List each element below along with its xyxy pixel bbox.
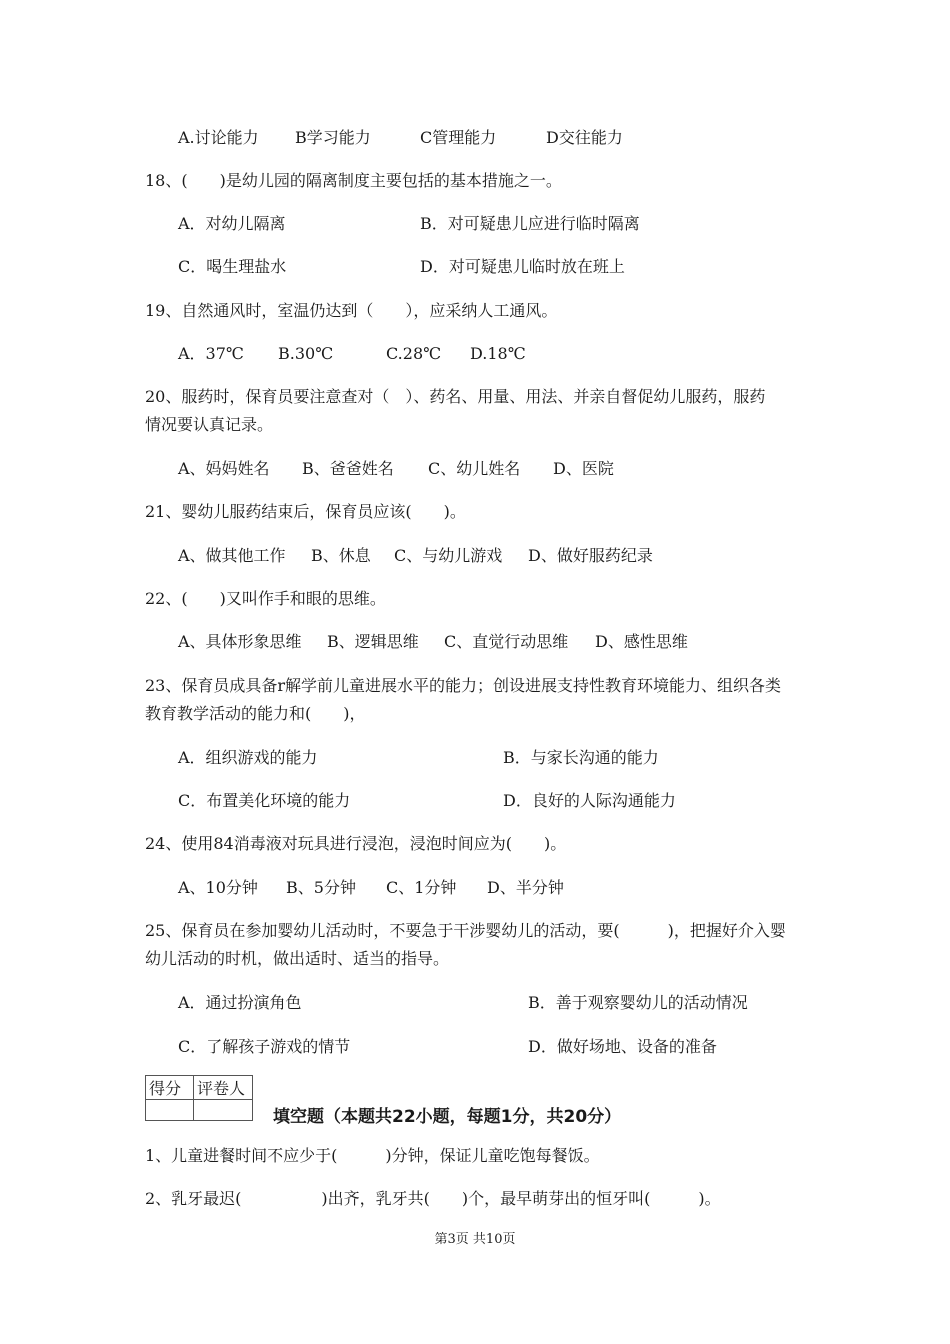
q17-option-d: D交往能力 bbox=[546, 128, 623, 147]
q20-option-d: D、医院 bbox=[553, 459, 614, 478]
score-table bbox=[145, 1075, 253, 1121]
q21-stem: 21、婴幼儿服药结束后，保育员应该( )。 bbox=[145, 502, 466, 521]
q19-option-c: C.28℃ bbox=[386, 344, 442, 363]
q18-option-a: A．对幼儿隔离 bbox=[178, 214, 286, 233]
q25-stem-line1: 25、保育员在参加婴幼儿活动时，不要急于干涉婴幼儿的活动，要( )，把握好介入婴 bbox=[145, 921, 786, 940]
q21-option-a: A、做其他工作 bbox=[178, 546, 286, 565]
q22-option-b: B、逻辑思维 bbox=[327, 632, 419, 651]
fill-q1: 1、儿童进餐时间不应少于( )分钟，保证儿童吃饱每餐饭。 bbox=[145, 1146, 600, 1165]
grader-cell bbox=[194, 1100, 253, 1121]
q25-option-b: B．善于观察婴幼儿的活动情况 bbox=[528, 993, 748, 1012]
q21-option-b: B、休息 bbox=[311, 546, 371, 565]
q22-option-d: D、感性思维 bbox=[595, 632, 688, 651]
score-header: 得分 bbox=[146, 1076, 194, 1100]
q23-option-d: D．良好的人际沟通能力 bbox=[503, 791, 676, 810]
q18-option-c: C．喝生理盐水 bbox=[178, 257, 287, 276]
q18-stem: 18、( )是幼儿园的隔离制度主要包括的基本措施之一。 bbox=[145, 171, 562, 190]
q24-option-b: B、5分钟 bbox=[286, 878, 356, 897]
q19-stem: 19、自然通风时，室温仍达到（ ），应采纳人工通风。 bbox=[145, 301, 558, 320]
q20-option-b: B、爸爸姓名 bbox=[302, 459, 394, 478]
fill-q2: 2、乳牙最迟( )出齐，乳牙共( )个，最早萌芽出的恒牙叫( )。 bbox=[145, 1189, 721, 1208]
q22-stem: 22、( )又叫作手和眼的思维。 bbox=[145, 589, 386, 608]
q23-option-a: A．组织游戏的能力 bbox=[178, 748, 318, 767]
q25-stem-line2: 幼儿活动的时机，做出适时、适当的指导。 bbox=[145, 949, 450, 968]
q19-option-b: B.30℃ bbox=[278, 344, 334, 363]
q23-option-c: C．布置美化环境的能力 bbox=[178, 791, 351, 810]
section-title: 填空题（本题共22小题，每题1分，共20分） bbox=[273, 1107, 622, 1127]
q20-stem-line2: 情况要认真记录。 bbox=[145, 415, 274, 434]
q23-option-b: B．与家长沟通的能力 bbox=[503, 748, 659, 767]
q18-option-b: B．对可疑患儿应进行临时隔离 bbox=[420, 214, 640, 233]
q19-option-a: A．37℃ bbox=[178, 344, 244, 363]
q17-option-b: B学习能力 bbox=[295, 128, 371, 147]
q23-stem-line2: 教育教学活动的能力和( )， bbox=[145, 704, 366, 723]
page-footer: 第3页 共10页 bbox=[434, 1232, 516, 1247]
q25-option-a: A．通过扮演角色 bbox=[178, 993, 302, 1012]
q25-option-c: C．了解孩子游戏的情节 bbox=[178, 1037, 351, 1056]
q24-option-d: D、半分钟 bbox=[487, 878, 564, 897]
q23-stem-line1: 23、保育员成具备r解学前儿童进展水平的能力；创设进展支持性教育环境能力、组织各类 bbox=[145, 676, 782, 695]
q25-option-d: D．做好场地、设备的准备 bbox=[528, 1037, 717, 1056]
q20-stem-line1: 20、服药时，保育员要注意查对（ ）、药名、用量、用法、并亲自督促幼儿服药，服药 bbox=[145, 387, 766, 406]
q20-option-c: C、幼儿姓名 bbox=[428, 459, 521, 478]
score-cell bbox=[146, 1100, 194, 1121]
q21-option-c: C、与幼儿游戏 bbox=[394, 546, 503, 565]
q19-option-d: D.18℃ bbox=[470, 344, 526, 363]
q18-option-d: D．对可疑患儿临时放在班上 bbox=[420, 257, 625, 276]
q22-option-a: A、具体形象思维 bbox=[178, 632, 302, 651]
q21-option-d: D、做好服药纪录 bbox=[528, 546, 653, 565]
q24-option-a: A、10分钟 bbox=[178, 878, 258, 897]
q17-option-a: A.讨论能力 bbox=[178, 128, 259, 147]
grader-header: 评卷人 bbox=[194, 1076, 253, 1100]
q24-stem: 24、使用84消毒液对玩具进行浸泡，浸泡时间应为( )。 bbox=[145, 834, 567, 853]
q22-option-c: C、直觉行动思维 bbox=[444, 632, 569, 651]
q24-option-c: C、1分钟 bbox=[386, 878, 457, 897]
q20-option-a: A、妈妈姓名 bbox=[178, 459, 270, 478]
q17-option-c: C管理能力 bbox=[420, 128, 497, 147]
